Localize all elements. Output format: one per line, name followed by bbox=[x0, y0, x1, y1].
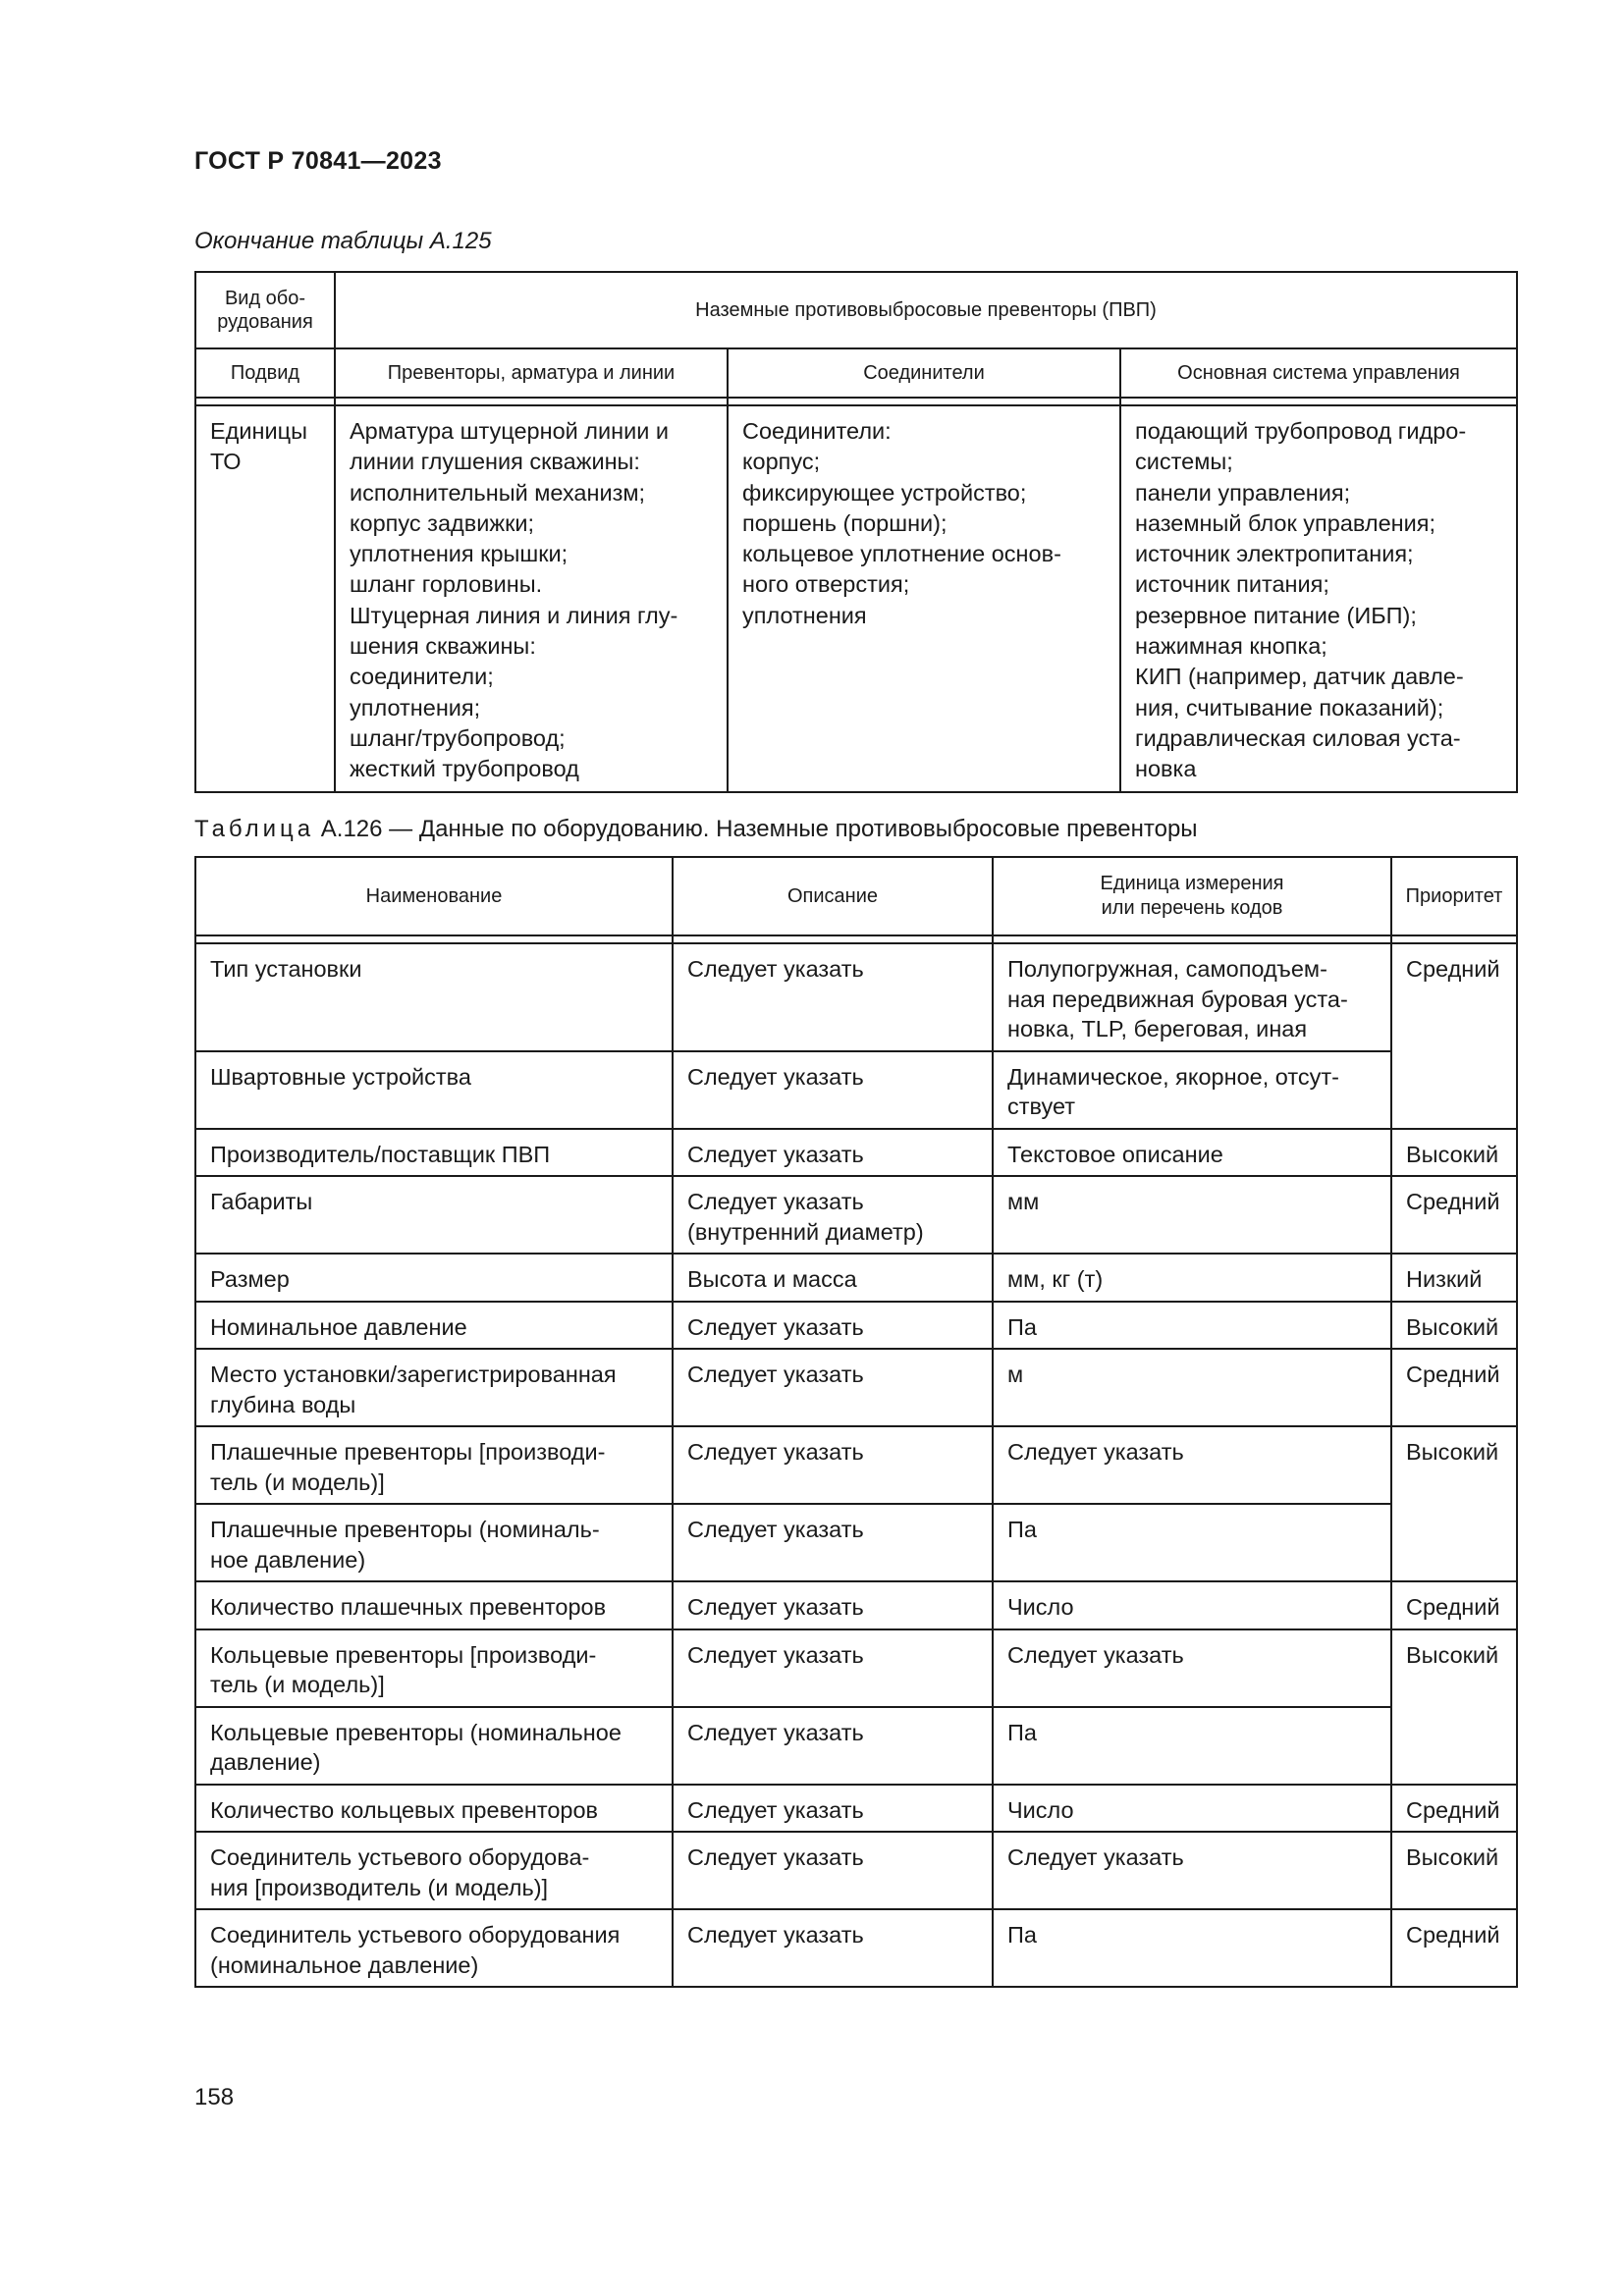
table-a126-caption bbox=[194, 816, 1198, 843]
cell-line: системы; bbox=[1135, 449, 1233, 475]
table-row bbox=[195, 1176, 1517, 1254]
cell-line: источник питания; bbox=[1135, 571, 1329, 598]
cell-line: нажимная кнопка; bbox=[1135, 633, 1327, 660]
table-a126 bbox=[194, 856, 1518, 1988]
cell-line: шланг/трубопровод; bbox=[350, 724, 566, 751]
row-description: Следует указать bbox=[673, 1581, 993, 1629]
row-unit: Полупогружная, самоподъем- ная передвижная буровая уста- новка, TLP, береговая, иная bbox=[993, 943, 1391, 1051]
row-description: Следует указать bbox=[673, 1707, 993, 1785]
row-description: Следует указать bbox=[673, 1426, 993, 1504]
cell-line: корпус; bbox=[742, 449, 821, 475]
cell-line: линии глушения скважины: bbox=[350, 449, 640, 475]
table-row bbox=[195, 1051, 1517, 1129]
cell-line: наземный блок управления; bbox=[1135, 509, 1436, 536]
row-unit: Следует указать bbox=[993, 1629, 1391, 1707]
name-header: Наименование bbox=[195, 857, 673, 935]
cell-line: Штуцерная линия и линия глу- bbox=[350, 602, 678, 628]
row-priority: Высокий bbox=[1391, 1302, 1517, 1350]
table-row bbox=[195, 1349, 1517, 1426]
cell-line: шения скважины: bbox=[350, 633, 536, 660]
row-priority: Высокий bbox=[1391, 1629, 1517, 1785]
cell-line: Соединители: bbox=[742, 418, 892, 444]
connectors-cell bbox=[728, 405, 1120, 792]
row-unit: мм, кг (т) bbox=[993, 1254, 1391, 1302]
row-unit: Число bbox=[993, 1581, 1391, 1629]
cell-line: соединители; bbox=[350, 664, 494, 690]
row-description: Следует указать bbox=[673, 1629, 993, 1707]
table-row bbox=[195, 1785, 1517, 1833]
row-name: Количество плашечных превенторов bbox=[195, 1581, 673, 1629]
row-description: Следует указать bbox=[673, 1302, 993, 1350]
page-number: 158 bbox=[194, 2084, 235, 2110]
table-row bbox=[195, 1504, 1517, 1581]
row-name: Соединитель устьевого оборудова- ния [производитель (и модель)] bbox=[195, 1832, 673, 1909]
row-unit: Динамическое, якорное, отсут- ствует bbox=[993, 1051, 1391, 1129]
cell-line: уплотнения bbox=[742, 602, 867, 628]
row-unit: Число bbox=[993, 1785, 1391, 1833]
row-unit: Па bbox=[993, 1707, 1391, 1785]
cell-line: жесткий трубопровод bbox=[350, 756, 579, 782]
table-row bbox=[195, 1129, 1517, 1177]
row-priority: Высокий bbox=[1391, 1426, 1517, 1581]
equipment-class-header: Наземные противовыбросовые превенторы (ПВП) bbox=[335, 272, 1517, 348]
preventers-header: Превенторы, арматура и линии bbox=[335, 348, 728, 398]
cell-line: уплотнения; bbox=[350, 694, 481, 721]
table-row bbox=[195, 1254, 1517, 1302]
preventers-cell bbox=[335, 405, 728, 792]
cell-line: исполнительный механизм; bbox=[350, 479, 646, 506]
row-priority: Низкий bbox=[1391, 1254, 1517, 1302]
row-name: Размер bbox=[195, 1254, 673, 1302]
row-unit: Текстовое описание bbox=[993, 1129, 1391, 1177]
unit-header: Единица измерения или перечень кодов bbox=[993, 857, 1391, 935]
table-row bbox=[195, 1426, 1517, 1504]
table-row bbox=[195, 1629, 1517, 1707]
cell-line: подающий трубопровод гидро- bbox=[1135, 418, 1467, 444]
row-name: Производитель/поставщик ПВП bbox=[195, 1129, 673, 1177]
row-unit: Па bbox=[993, 1302, 1391, 1350]
description-header: Описание bbox=[673, 857, 993, 935]
row-name: Место установки/зарегистрированная глубина воды bbox=[195, 1349, 673, 1426]
cell-line: ного отверстия; bbox=[742, 571, 910, 598]
subtype-header: Подвид bbox=[195, 348, 335, 398]
row-description: Высота и масса bbox=[673, 1254, 993, 1302]
row-description: Следует указать bbox=[673, 1785, 993, 1833]
document-code: ГОСТ Р 70841—2023 bbox=[194, 147, 442, 175]
cell-line: поршень (поршни); bbox=[742, 509, 947, 536]
row-unit: мм bbox=[993, 1176, 1391, 1254]
row-unit: Па bbox=[993, 1909, 1391, 1987]
cell-line: ния, считывание показаний); bbox=[1135, 694, 1444, 721]
row-name: Соединитель устьевого оборудования (номинальное давление) bbox=[195, 1909, 673, 1987]
row-description: Следует указать bbox=[673, 1349, 993, 1426]
row-priority: Средний bbox=[1391, 943, 1517, 1129]
row-name: Плашечные превенторы (номиналь- ное давление) bbox=[195, 1504, 673, 1581]
row-priority: Средний bbox=[1391, 1581, 1517, 1629]
cell-line: гидравлическая силовая уста- bbox=[1135, 724, 1461, 751]
row-description: Следует указать bbox=[673, 1832, 993, 1909]
row-unit: м bbox=[993, 1349, 1391, 1426]
table-continuation-caption: Окончание таблицы А.125 bbox=[194, 228, 492, 254]
row-unit: Па bbox=[993, 1504, 1391, 1581]
row-name: Тип установки bbox=[195, 943, 673, 1051]
cell-line: панели управления; bbox=[1135, 479, 1351, 506]
row-priority: Средний bbox=[1391, 1176, 1517, 1254]
row-name: Габариты bbox=[195, 1176, 673, 1254]
table-row bbox=[195, 1302, 1517, 1350]
equipment-type-header: Вид обо- рудования bbox=[195, 272, 335, 348]
row-name: Количество кольцевых превенторов bbox=[195, 1785, 673, 1833]
cell-line: источник электропитания; bbox=[1135, 541, 1414, 567]
cell-line: корпус задвижки; bbox=[350, 509, 534, 536]
row-unit: Следует указать bbox=[993, 1832, 1391, 1909]
cell-line: КИП (например, датчик давле- bbox=[1135, 664, 1464, 690]
row-priority: Средний bbox=[1391, 1349, 1517, 1426]
cell-line: резервное питание (ИБП); bbox=[1135, 602, 1417, 628]
maintainable-units-label: Единицы ТО bbox=[195, 405, 335, 792]
row-description: Следует указать bbox=[673, 943, 993, 1051]
row-description: Следует указать bbox=[673, 1129, 993, 1177]
row-priority: Высокий bbox=[1391, 1129, 1517, 1177]
table-row bbox=[195, 1909, 1517, 1987]
row-priority: Средний bbox=[1391, 1909, 1517, 1987]
table-caption-text: А.126 — Данные по оборудованию. Наземные противовыбросовые превенторы bbox=[320, 816, 1198, 842]
cell-line: фиксирующее устройство; bbox=[742, 479, 1027, 506]
table-row bbox=[195, 943, 1517, 1051]
row-priority: Высокий bbox=[1391, 1832, 1517, 1909]
connectors-header: Соединители bbox=[728, 348, 1120, 398]
table-label: Таблица bbox=[194, 816, 315, 842]
row-name: Кольцевые превенторы [производи- тель (и модель)] bbox=[195, 1629, 673, 1707]
cell-line: новка bbox=[1135, 756, 1197, 782]
row-unit: Следует указать bbox=[993, 1426, 1391, 1504]
cell-line: шланг горловины. bbox=[350, 571, 543, 598]
row-priority: Средний bbox=[1391, 1785, 1517, 1833]
row-name: Кольцевые превенторы (номинальное давление) bbox=[195, 1707, 673, 1785]
cell-line: уплотнения крышки; bbox=[350, 541, 568, 567]
cell-line: кольцевое уплотнение основ- bbox=[742, 541, 1061, 567]
cell-line: Арматура штуцерной линии и bbox=[350, 418, 670, 444]
row-description: Следует указать bbox=[673, 1051, 993, 1129]
row-description: Следует указать (внутренний диаметр) bbox=[673, 1176, 993, 1254]
table-a125-continuation bbox=[194, 271, 1518, 793]
table-row bbox=[195, 1832, 1517, 1909]
row-description: Следует указать bbox=[673, 1909, 993, 1987]
table-row bbox=[195, 1581, 1517, 1629]
row-name: Плашечные превенторы [производи- тель (и модель)] bbox=[195, 1426, 673, 1504]
row-name: Швартовные устройства bbox=[195, 1051, 673, 1129]
priority-header: Приоритет bbox=[1391, 857, 1517, 935]
row-description: Следует указать bbox=[673, 1504, 993, 1581]
row-name: Номинальное давление bbox=[195, 1302, 673, 1350]
control-system-cell bbox=[1120, 405, 1517, 792]
table-row bbox=[195, 1707, 1517, 1785]
control-system-header: Основная система управления bbox=[1120, 348, 1517, 398]
